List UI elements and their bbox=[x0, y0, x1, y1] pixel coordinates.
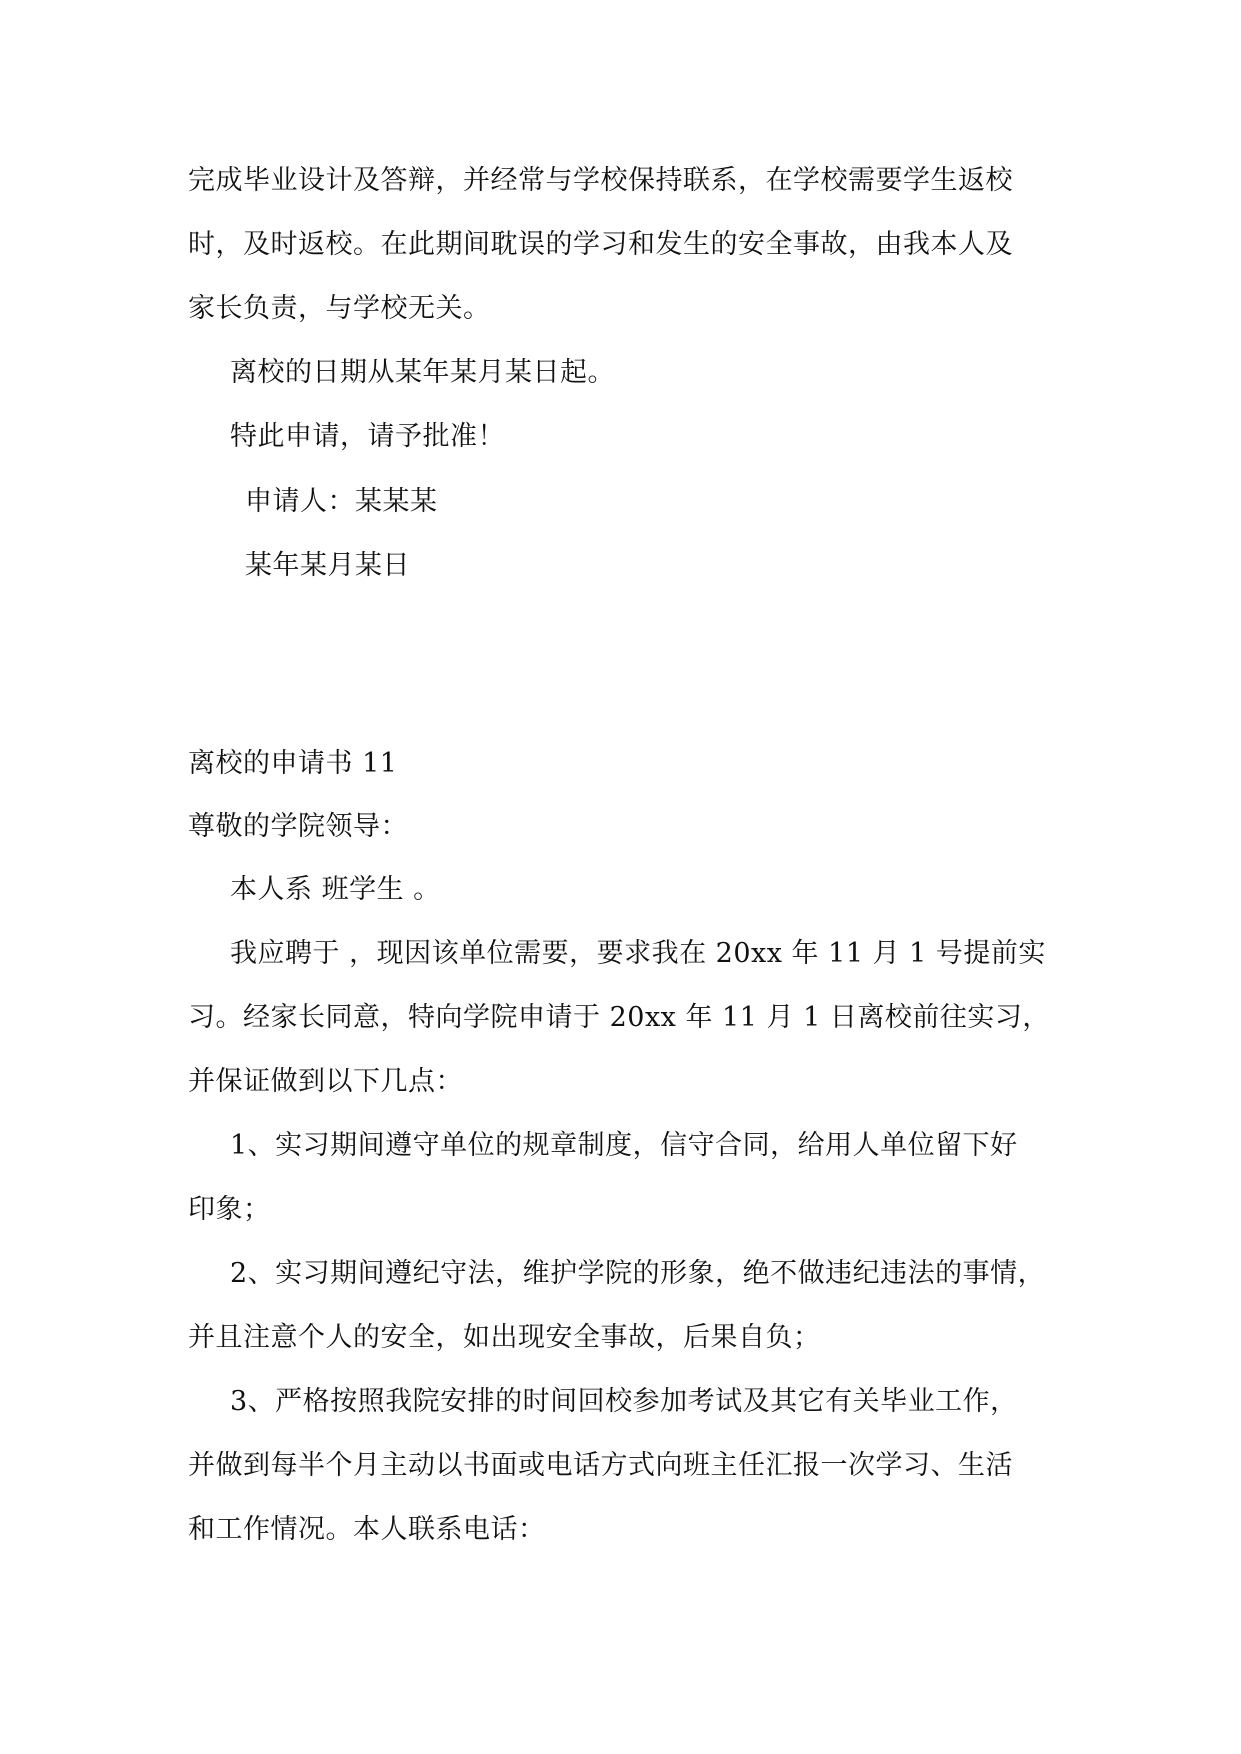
paragraph-line: 家长负责，与学校无关。 bbox=[188, 293, 491, 324]
leave-date-line: 离校的日期从某年某月某日起。 bbox=[230, 357, 615, 388]
list-item-line: 2、实习期间遵纪守法，维护学院的形象，绝不做违纪违法的事情， bbox=[230, 1258, 1046, 1289]
paragraph-line: 我应聘于 ，现因该单位需要，要求我在 20xx 年 11 月 1 号提前实 bbox=[230, 938, 1046, 969]
applicant-signature: 申请人：某某某 bbox=[245, 486, 438, 517]
paragraph-line: 习。经家长同意，特向学院申请于 20xx 年 11 月 1 日离校前往实习， bbox=[188, 1002, 1050, 1033]
paragraph-line: 时，及时返校。在此期间耽误的学习和发生的安全事故，由我本人及 bbox=[188, 229, 1013, 260]
signature-date: 某年某月某日 bbox=[245, 550, 410, 581]
salutation: 尊敬的学院领导： bbox=[188, 811, 408, 842]
paragraph-line: 完成毕业设计及答辩，并经常与学校保持联系，在学校需要学生返校 bbox=[188, 165, 1013, 196]
letter-title: 离校的申请书 11 bbox=[188, 748, 398, 779]
list-item-line: 1、实习期间遵守单位的规章制度，信守合同，给用人单位留下好 bbox=[230, 1130, 1018, 1161]
list-item-line: 并做到每半个月主动以书面或电话方式向班主任汇报一次学习、生活 bbox=[188, 1450, 1013, 1481]
list-item-line: 和工作情况。本人联系电话： bbox=[188, 1514, 546, 1545]
list-item-line: 印象； bbox=[188, 1194, 271, 1225]
list-item-line: 并且注意个人的安全，如出现安全事故，后果自负； bbox=[188, 1322, 821, 1353]
paragraph-line: 并保证做到以下几点： bbox=[188, 1066, 463, 1097]
list-item-line: 3、严格按照我院安排的时间回校参加考试及其它有关毕业工作， bbox=[230, 1386, 1018, 1417]
closing-line: 特此申请，请予批准！ bbox=[230, 421, 505, 452]
intro-line: 本人系 班学生 。 bbox=[230, 874, 441, 905]
